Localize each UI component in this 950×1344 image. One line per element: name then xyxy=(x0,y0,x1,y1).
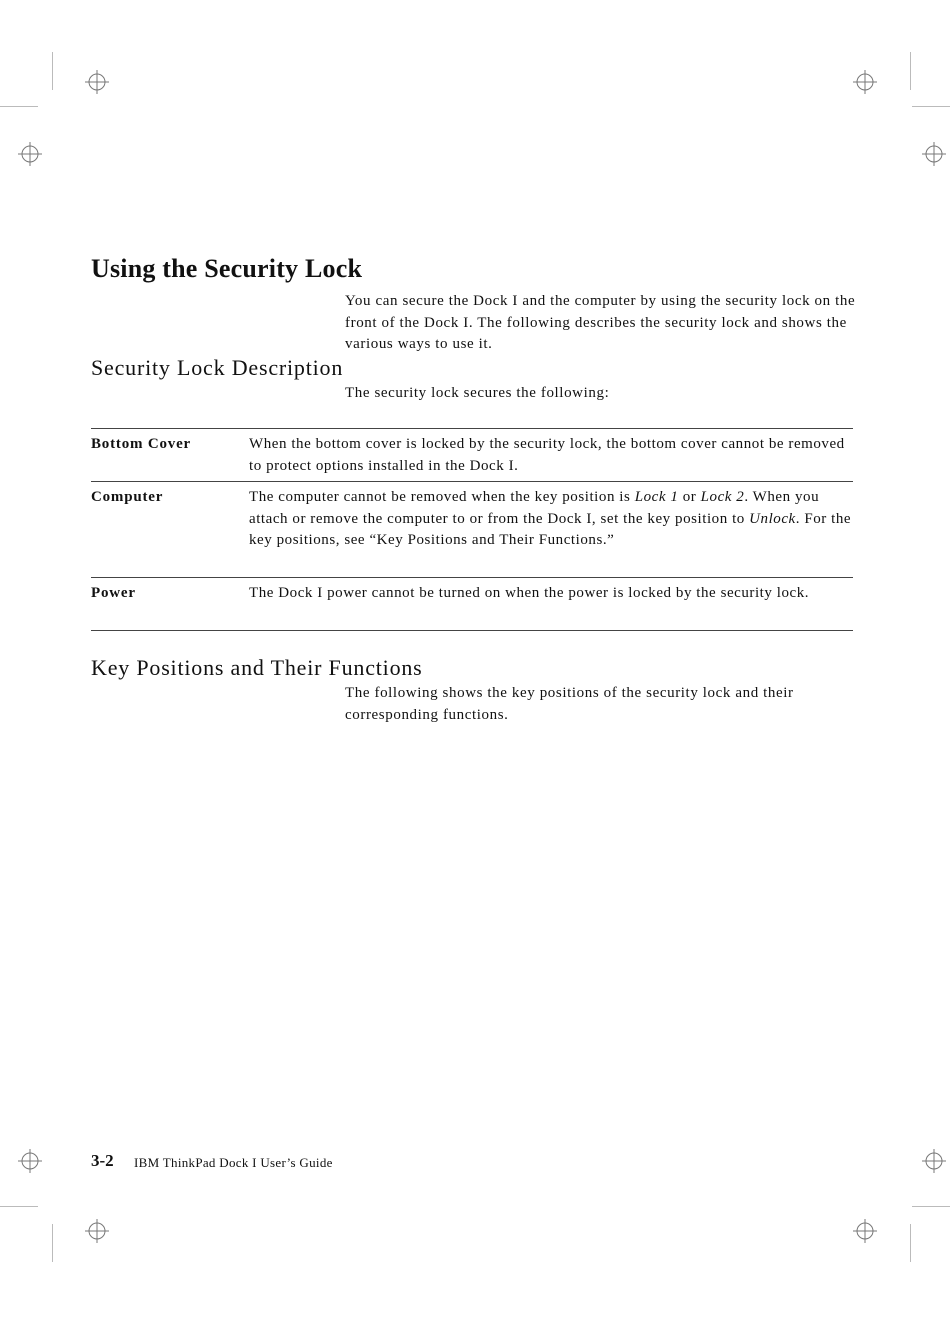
registration-mark-icon xyxy=(853,1219,877,1243)
crop-mark-line xyxy=(0,106,38,107)
table-row-divider xyxy=(91,577,853,578)
registration-mark-icon xyxy=(922,142,946,166)
registration-mark-icon xyxy=(85,1219,109,1243)
table-row-divider xyxy=(91,481,853,482)
registration-mark-icon xyxy=(18,1149,42,1173)
registration-mark-icon xyxy=(18,142,42,166)
crop-mark-line xyxy=(910,1224,911,1262)
intro-paragraph: You can secure the Dock I and the computer by using the security lock on the front of the Dock I. The following describes the security lock and shows the various ways to use it. xyxy=(345,293,856,352)
definition-text: . When you attach or remove the computer to or from the Dock I, set the key position to xyxy=(249,489,820,527)
definition-text: . For the key positions, see “Key Positions and Their Functions.” xyxy=(249,510,852,548)
crop-mark-line xyxy=(52,52,53,90)
key-positions-lead-paragraph: The following shows the key positions of the security lock and their corresponding functions. xyxy=(345,685,794,723)
crop-mark-line xyxy=(912,1206,950,1207)
definition-computer xyxy=(249,487,855,552)
term-power: Power xyxy=(91,585,136,601)
term-bottom-cover: Bottom Cover xyxy=(91,436,191,452)
definition-text: or xyxy=(678,489,701,505)
lock1-term: Lock 1 xyxy=(634,489,679,505)
table-top-rule xyxy=(91,428,853,429)
crop-mark-line xyxy=(910,52,911,90)
section-heading-security-lock-description: Security Lock Description xyxy=(91,355,344,380)
crop-mark-line xyxy=(52,1224,53,1262)
unlock-term: Unlock xyxy=(749,510,796,527)
registration-mark-icon xyxy=(85,70,109,94)
registration-mark-icon xyxy=(853,70,877,94)
crop-mark-line xyxy=(0,1206,38,1207)
definition-text: The computer cannot be removed when the key position is xyxy=(249,489,635,505)
definition-power: The Dock I power cannot be turned on when the power is locked by the security lock. xyxy=(249,585,810,601)
section-lead-paragraph: The security lock secures the following: xyxy=(345,385,610,401)
definition-bottom-cover: When the bottom cover is locked by the security lock, the bottom cover cannot be removed to protect options installed in the Dock I. xyxy=(249,436,845,474)
section-heading-key-positions: Key Positions and Their Functions xyxy=(91,655,423,680)
registration-mark-icon xyxy=(922,1149,946,1173)
term-computer: Computer xyxy=(91,489,164,505)
running-footer-title: IBM ThinkPad Dock I User’s Guide xyxy=(134,1155,333,1170)
table-bottom-rule xyxy=(91,630,853,631)
page-number: 3-2 xyxy=(91,1151,114,1170)
page-title: Using the Security Lock xyxy=(91,254,363,283)
crop-mark-line xyxy=(912,106,950,107)
lock2-term: Lock 2 xyxy=(700,489,745,505)
